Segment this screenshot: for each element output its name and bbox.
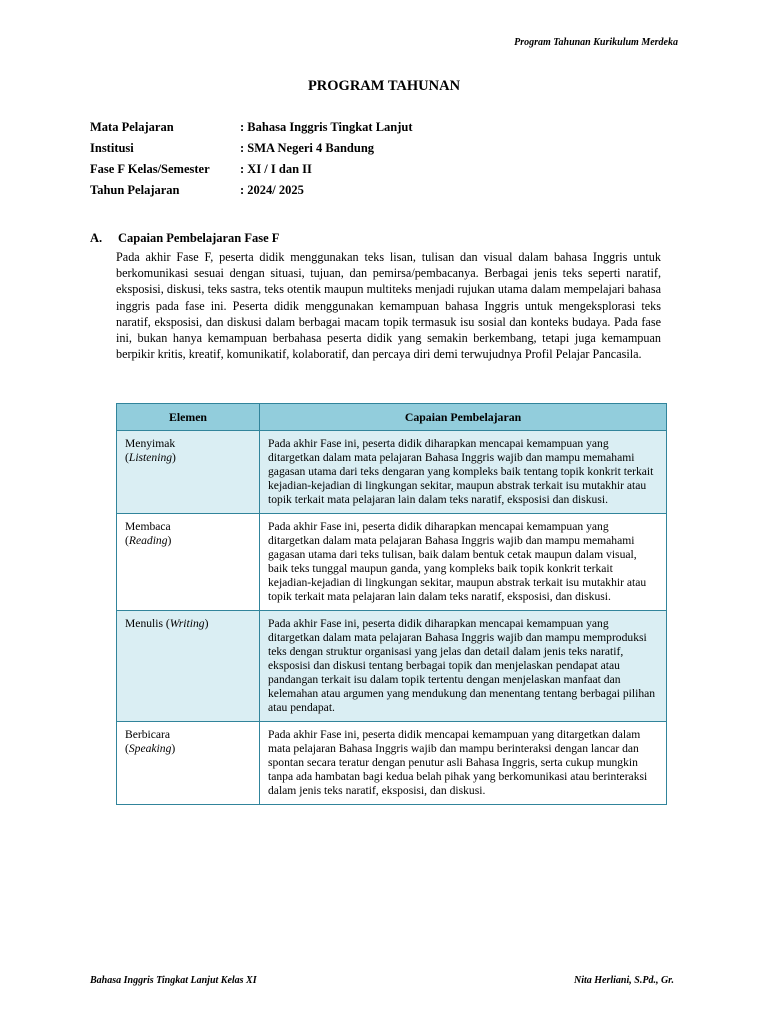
meta-row-year: [90, 183, 413, 204]
meta-row-subject: [90, 120, 413, 141]
meta-row-phase: [90, 162, 413, 183]
running-header: Program Tahunan Kurikulum Merdeka: [514, 37, 678, 48]
section-title: Capaian Pembelajaran Fase F: [118, 231, 280, 245]
element-cell: Membaca (Reading): [117, 514, 260, 611]
element-name: Berbicara: [125, 728, 171, 741]
outcome-cell: Pada akhir Fase ini, peserta didik mencapai kemampuan yang ditargetkan dalam mata pelajaran Bahasa Inggris wajib dan mampu berinteraksi dengan lancar dan spontan secara teratur dengan penutur asli Bahasa Inggris, serta cukup mungkin tanpa ada hambatan bagi kedua belah pihak yang berkomunikasi atau berinteraksi dalam jenis teks naratif, eksposisi, dan diskusi.: [260, 722, 667, 805]
table-row: [117, 722, 667, 805]
table-row: [117, 431, 667, 514]
element-name: Menyimak: [125, 437, 176, 450]
meta-value: : XI / I dan II: [240, 162, 312, 176]
meta-value: : Bahasa Inggris Tingkat Lanjut: [240, 120, 413, 134]
column-header-element: Elemen: [117, 404, 260, 431]
element-english: Reading: [128, 534, 168, 547]
meta-value: : SMA Negeri 4 Bandung: [240, 141, 375, 155]
outcome-cell: Pada akhir Fase ini, peserta didik diharapkan mencapai kemampuan yang ditargetkan dalam mata pelajaran Bahasa Inggris wajib dan mampu memahami gagasan utama dari teks dengaran yang kompleks baik tentang topik konkrit terkait kejadian-kejadian di lingkungan sekitar, maupun abstrak terkait isu mutakhir atau topik terkait mata pelajaran lain dalam teks naratif, eksposisi dan diskusi.: [260, 431, 667, 514]
meta-key: Institusi: [90, 141, 134, 155]
outcome-cell: Pada akhir Fase ini, peserta didik diharapkan mencapai kemampuan yang ditargetkan dalam mata pelajaran Bahasa Inggris wajib dan mampu memahami gagasan utama dari teks tulisan, baik dalam bentuk cetak maupun dalam visual, baik teks tunggal maupun ganda, yang kompleks baik topik konkrit terkait kejadian-kejadian di lingkungan sekitar, maupun abstrak terkait isu mutakhir atau topik terkait mata pelajaran lain dalam teks naratif, eksposisi, dan diskusi.: [260, 514, 667, 611]
meta-info: [90, 120, 413, 204]
section-number: A.: [90, 231, 103, 245]
element-english: Writing: [169, 617, 205, 630]
element-name: Menulis: [125, 617, 164, 630]
table-header-row: [117, 404, 667, 431]
element-name: Membaca: [125, 520, 171, 533]
table-row: [117, 514, 667, 611]
meta-key: Fase F Kelas/Semester: [90, 162, 210, 176]
section-heading: [90, 231, 279, 246]
element-english: Listening: [128, 451, 173, 464]
element-english: Speaking: [128, 742, 172, 755]
table-row: [117, 611, 667, 722]
meta-key: Mata Pelajaran: [90, 120, 174, 134]
footer-author: Nita Herliani, S.Pd., Gr.: [573, 975, 674, 986]
meta-key: Tahun Pelajaran: [90, 183, 180, 197]
element-cell: Berbicara (Speaking): [117, 722, 260, 805]
page-title: PROGRAM TAHUNAN: [307, 78, 461, 94]
meta-value: : 2024/ 2025: [240, 183, 304, 197]
meta-row-institution: [90, 141, 413, 162]
learning-outcomes-table: [116, 403, 667, 805]
outcome-cell: Pada akhir Fase ini, peserta didik diharapkan mencapai kemampuan yang ditargetkan dalam mata pelajaran Bahasa Inggris wajib dan mampu memproduksi teks dengan struktur organisasi yang jelas dan detail dalam jenis teks naratif, eksposisi dan diskusi tentang berbagai topik dan menjelaskan pendapat atau pandangan terkait isu dalam topik tertentu dengan menjelaskan manfaat dan kelemahan atau argumen yang mendukung dan menentang tentang berbagai pilihan atau pendapat.: [260, 611, 667, 722]
column-header-outcome: Capaian Pembelajaran: [260, 404, 667, 431]
element-cell: Menulis (Writing): [117, 611, 260, 722]
footer-course: Bahasa Inggris Tingkat Lanjut Kelas XI: [90, 975, 257, 986]
element-cell: Menyimak (Listening): [117, 431, 260, 514]
intro-paragraph: Pada akhir Fase F, peserta didik menggunakan teks lisan, tulisan dan visual dalam bahasa Inggris untuk berkomunikasi sesuai dengan situasi, tujuan, dan pemirsa/pembacanya. Berbagai jenis teks seperti naratif, eksposisi, diskusi, teks sastra, teks otentik maupun multiteks menjadi rujukan utama dalam mempelajari bahasa inggris pada fase ini. Peserta didik menggunakan kemampuan bahasa Inggris untuk mengeksplorasi teks naratif, eksposisi, dan diskusi dalam berbagai macam topik termasuk isu sosial dan konteks budaya. Pada fase ini, bukan hanya kemampuan berbahasa peserta didik yang semakin berkembang, tetapi juga kemampuan berpikir kritis, kreatif, komunikatif, kolaboratif, dan percaya diri demi terwujudnya Profil Pelajar Pancasila.: [116, 250, 661, 362]
